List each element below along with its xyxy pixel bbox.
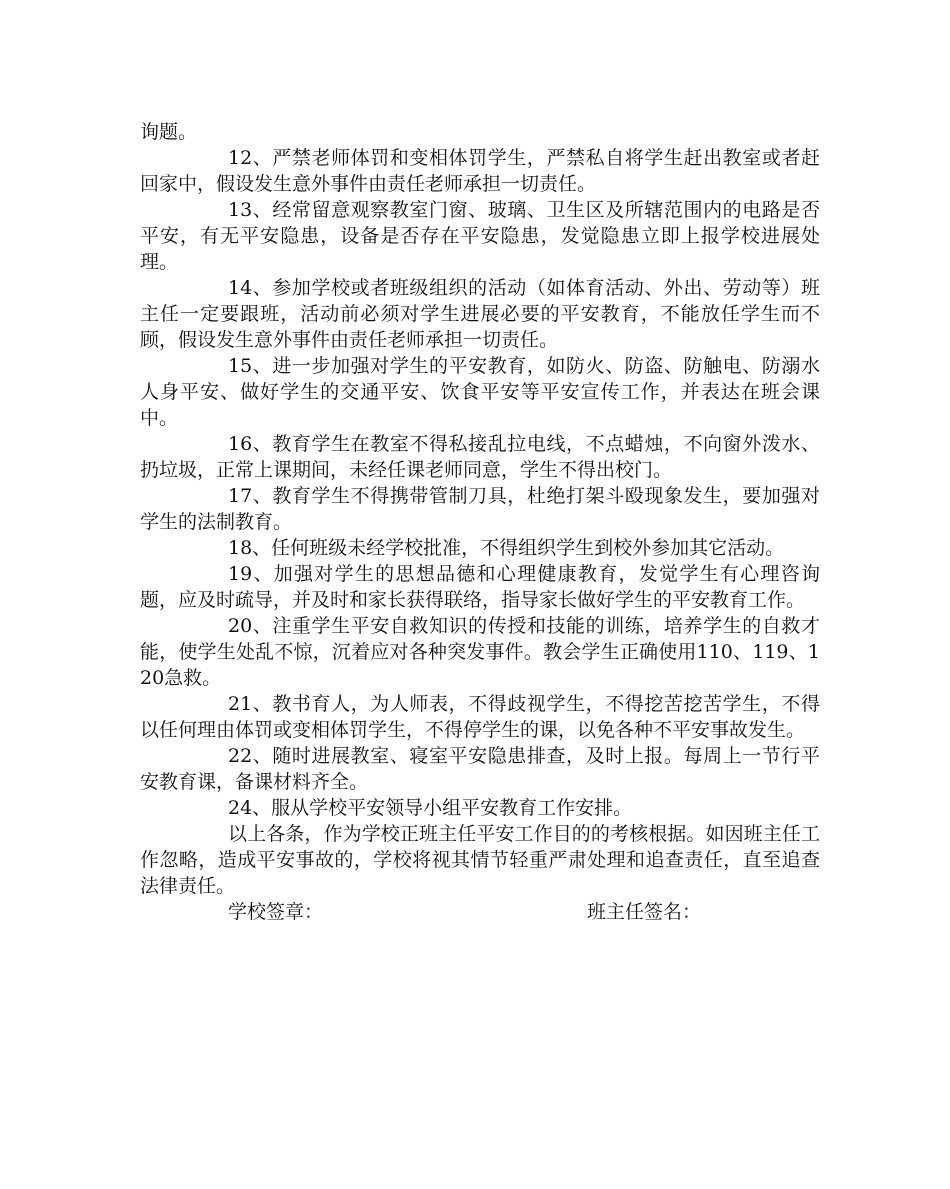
document-page: [140, 119, 820, 925]
item-13: 13、经常留意观察教室门窗、玻璃、卫生区及所辖范围内的电路是否平安，有无平安隐患，设备是否存在平安隐患，发觉隐患立即上报学校进展处理。: [140, 199, 820, 273]
signature-row: [140, 899, 820, 925]
opening-fragment: 询题。: [140, 121, 198, 143]
item-16: 16、教育学生在教室不得私接乱拉电线，不点蜡烛，不向窗外泼水、扔垃圾，正常上课期间，未经任课老师同意，学生不得出校门。: [140, 433, 820, 481]
item-19: 19、加强对学生的思想品德和心理健康教育，发觉学生有心理咨询题，应及时疏导，并及时和家长获得联络，指导家长做好学生的平安教育工作。: [140, 563, 820, 611]
item-22: 22、随时进展教室、寝室平安隐患排查，及时上报。每周上一节行平安教育课，备课材料齐全。: [140, 745, 820, 793]
closing-paragraph: 以上各条，作为学校正班主任平安工作目的的考核根据。如因班主任工作忽略，造成平安事故的，学校将视其情节轻重严肃处理和追查责任，直至追查法律责任。: [140, 823, 820, 897]
item-20: 20、注重学生平安自救知识的传授和技能的训练，培养学生的自救才能，使学生处乱不惊，沉着应对各种突发事件。教会学生正确使用110、119、120急救。: [140, 615, 820, 689]
item-14: 14、参加学校或者班级组织的活动（如体育活动、外出、劳动等）班主任一定要跟班，活动前必须对学生进展必要的平安教育，不能放任学生而不顾，假设发生意外事件由责任老师承担一切责任。: [140, 277, 820, 351]
item-15: 15、进一步加强对学生的平安教育，如防火、防盗、防触电、防溺水人身平安、做好学生的交通平安、饮食平安等平安宣传工作，并表达在班会课中。: [140, 355, 820, 429]
school-seal-label: 学校签章：: [228, 901, 324, 923]
item-18: 18、任何班级未经学校批准，不得组织学生到校外参加其它活动。: [228, 537, 785, 559]
item-24: 24、服从学校平安领导小组平安教育工作安排。: [228, 797, 633, 819]
item-21: 21、教书育人，为人师表，不得歧视学生，不得挖苦挖苦学生，不得以任何理由体罚或变相体罚学生，不得停学生的课，以免各种不平安事故发生。: [140, 693, 820, 741]
item-17: 17、教育学生不得携带管制刀具，杜绝打架斗殴现象发生，要加强对学生的法制教育。: [140, 485, 820, 533]
item-12: 12、严禁老师体罚和变相体罚学生，严禁私自将学生赶出教室或者赶回家中，假设发生意外事件由责任老师承担一切责任。: [140, 147, 820, 195]
teacher-signature-label: 班主任签名：: [587, 901, 702, 923]
